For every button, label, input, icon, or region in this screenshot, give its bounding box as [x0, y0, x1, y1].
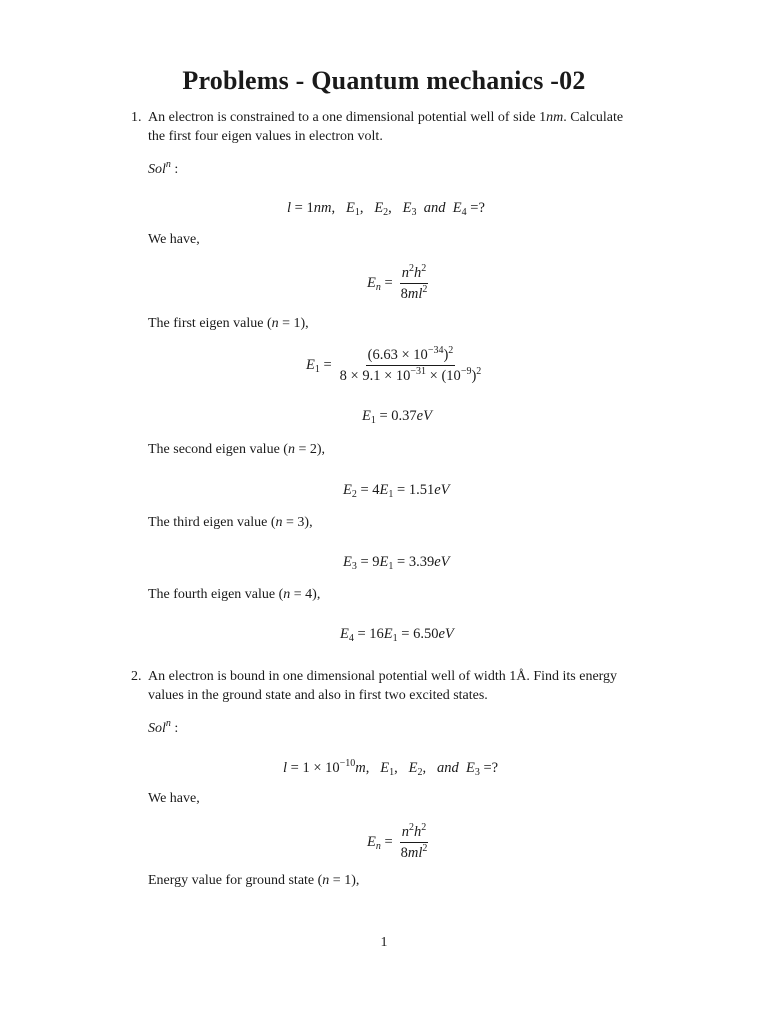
problem-1-number: 1. [131, 110, 142, 125]
problem-1-energy-formula: $E_n$ = $\frac{n^2h^2}{8ml^2}$ [367, 263, 428, 302]
problem-2-solution-label: Sol$^n$ : [148, 718, 179, 736]
problem-1-step-1-text: The first eigen value (n = 1), [148, 316, 309, 331]
problem-1-we-have: We have, [148, 232, 200, 247]
problem-2-statement-line-1: An electron is bound in one dimensional potential well of width 1Å. Find its energy [148, 669, 618, 684]
problem-1-given: l = 1nm, $E_1$, $E_2$, $E_3$ and $E_4$ =? [287, 200, 485, 218]
problem-1-step-3-text: The third eigen value (n = 3), [148, 515, 313, 530]
page-title: Problems - Quantum mechanics -02 [182, 66, 586, 95]
problem-1-e3-result: $E_3 = 9E_1 = 3.39eV$ [343, 554, 450, 572]
problem-1-statement-line-2: the first four eigen values in electron volt. [148, 129, 383, 144]
problem-2-we-have: We have, [148, 791, 200, 806]
problem-1-e1-equation: $E_1$ = $\frac{(6.63 \times 10^{-34})^2}{8 \times 9.1 \times 10^{-31} \times (10^{-9})^2}$ [306, 345, 482, 384]
problem-2-step-1-text: Energy value for ground state (n = 1), [148, 873, 360, 888]
page-number: 1 [380, 935, 388, 950]
problem-1-statement-line-1: An electron is constrained to a one dimensional potential well of side 1nm. Calculate [148, 110, 624, 125]
problem-2-number: 2. [131, 669, 142, 684]
problem-1-e1-result: $E_1 = 0.37eV$ [362, 408, 432, 426]
problem-1-step-4-text: The fourth eigen value (n = 4), [148, 587, 321, 602]
problem-2-energy-formula: $E_n$ = $\frac{n^2h^2}{8ml^2}$ [367, 822, 428, 861]
problem-2-statement-line-2: values in the ground state and also in first two excited states. [148, 688, 488, 703]
problem-1-step-2-text: The second eigen value (n = 2), [148, 442, 326, 457]
problem-2-given: $l = 1 \times 10^{-10}m$, $E_1$, $E_2$, and $E_3$ =? [283, 758, 499, 778]
problem-1-e2-result: $E_2 = 4E_1 = 1.51eV$ [343, 482, 450, 500]
problem-1-e4-result: $E_4 = 16E_1 = 6.50eV$ [340, 626, 454, 644]
problem-1-solution-label: Sol$^n$ : [148, 159, 179, 177]
